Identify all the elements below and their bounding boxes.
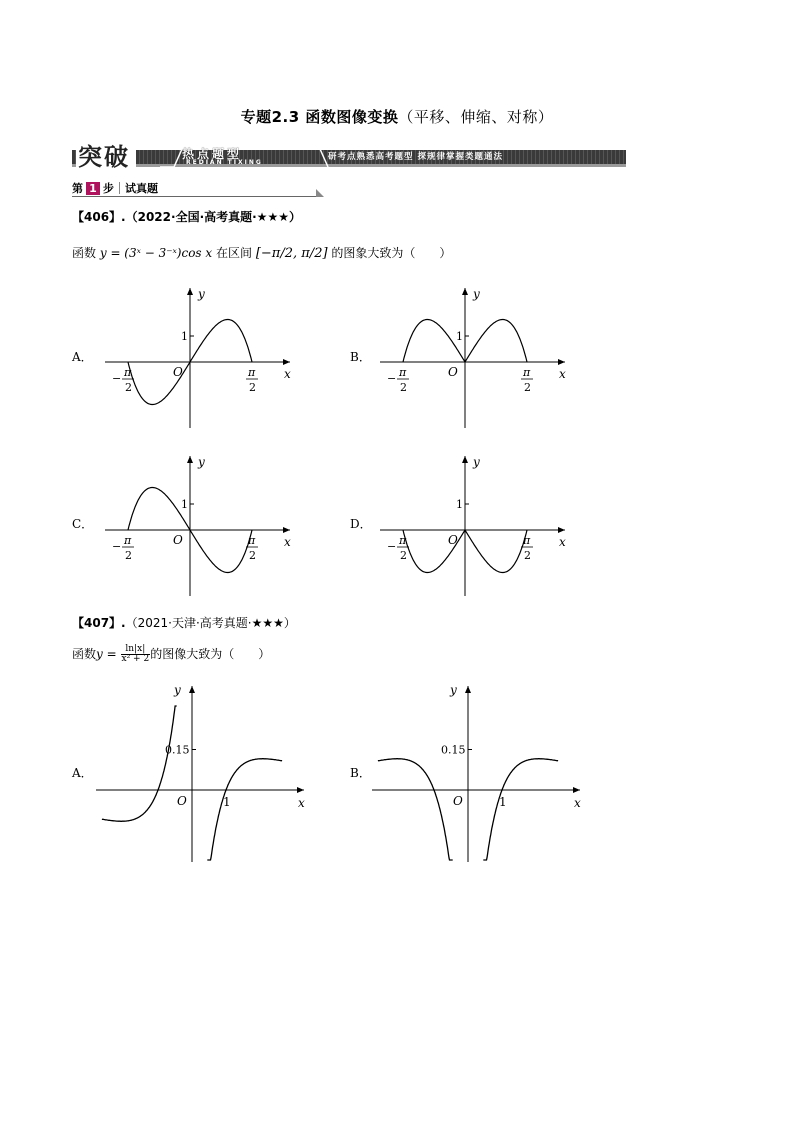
x-axis-label: x	[574, 796, 581, 810]
q407-numerator: ln|x|	[121, 645, 151, 655]
q406-option-d-label[interactable]: D．	[350, 517, 372, 531]
q406-option-c-label[interactable]: C．	[72, 517, 94, 531]
banner-tufa: 突破	[76, 143, 136, 171]
tick-1-label: 1	[456, 498, 463, 511]
origin-label: O	[448, 533, 458, 547]
right-branch-curve	[483, 759, 558, 860]
tick-neg-sign: −	[112, 540, 122, 553]
y-axis-arrow	[187, 456, 193, 463]
q406-interval: [−π/2, π/2]	[255, 246, 328, 261]
question-406-text	[72, 244, 451, 261]
origin-label: O	[448, 365, 458, 379]
x-axis-label: x	[298, 796, 305, 810]
tick-pi-over-2-den: 2	[524, 381, 531, 394]
tick-neg-pi-over-2-num: π	[399, 534, 407, 547]
q407-fraction	[121, 645, 151, 664]
title-sub: （平移、伸缩、对称）	[398, 108, 554, 126]
banner-hot-cn: 热点题型	[182, 147, 243, 161]
origin-label: O	[173, 365, 183, 379]
question-407-text	[72, 645, 270, 664]
banner-bar-light	[72, 164, 626, 167]
x-axis-label: x	[284, 535, 291, 549]
tick-pi-over-2-den: 2	[249, 381, 256, 394]
question-407-head	[72, 614, 296, 631]
banner-slogan: 研考点熟悉高考题型 探规律掌握类题通法	[328, 152, 503, 162]
step-underline	[72, 196, 318, 197]
question-407-number: 【407】.	[72, 616, 126, 630]
section-banner	[72, 145, 626, 173]
q406-option-b-label[interactable]: B．	[350, 350, 371, 364]
origin-label: O	[453, 794, 463, 808]
tick-pi-over-2-num: π	[523, 534, 531, 547]
q406-option-d-graph[interactable]	[370, 448, 580, 603]
tick-1-label: 1	[499, 795, 507, 809]
step-header	[72, 180, 324, 197]
y-axis-arrow	[465, 686, 471, 693]
y-axis-arrow	[187, 288, 193, 295]
q406-option-c-graph[interactable]	[95, 448, 305, 603]
y-axis-arrow	[189, 686, 195, 693]
page-title	[0, 106, 794, 127]
right-branch-curve	[207, 759, 282, 860]
y-axis-label: y	[450, 683, 457, 697]
tick-neg-pi-over-2-num: π	[124, 366, 132, 379]
x-axis-arrow	[558, 527, 565, 533]
step-triangle	[316, 189, 324, 197]
banner-hot-en: REDIAN TIXING	[186, 159, 263, 166]
tick-neg-pi-over-2-num: π	[399, 366, 407, 379]
step-number: 1	[86, 182, 100, 195]
tick-1-label: 1	[456, 330, 463, 343]
y-axis-label: y	[473, 287, 480, 301]
step-separator	[119, 182, 120, 194]
q407-text-post: 的图像大致为（ ）	[150, 647, 271, 661]
tick-pi-over-2-num: π	[248, 366, 256, 379]
q407-option-a-graph[interactable]	[92, 680, 312, 865]
y-axis-label: y	[198, 287, 205, 301]
x-axis-arrow	[558, 359, 565, 365]
tick-1-label: 1	[223, 795, 231, 809]
step-label: 试真题	[125, 182, 158, 195]
tick-neg-pi-over-2-num: π	[124, 534, 132, 547]
question-406-source: （2022·全国·高考真题·★★★）	[125, 210, 301, 224]
y-axis-label: y	[174, 683, 181, 697]
q406-text-pre: 函数	[72, 246, 97, 260]
left-branch-curve	[378, 759, 453, 860]
tick-pi-over-2-num: π	[248, 534, 256, 547]
x-axis-arrow	[283, 359, 290, 365]
question-407-source: （2021·天津·高考真题·★★★）	[125, 616, 296, 630]
tick-1-label: 1	[181, 330, 188, 343]
tick-neg-sign: −	[387, 372, 397, 385]
tick-1-label: 1	[181, 498, 188, 511]
tick-neg-sign: −	[387, 540, 397, 553]
step-prefix: 第	[72, 182, 83, 195]
q407-denominator: x² + 2	[121, 654, 150, 664]
tick-neg-pi-over-2-den: 2	[125, 549, 132, 562]
x-axis-label: x	[559, 367, 566, 381]
tick-neg-sign: −	[112, 372, 122, 385]
tick-0.15-label: 0.15	[165, 743, 190, 757]
y-axis-label: y	[473, 455, 480, 469]
q406-option-b-graph[interactable]	[370, 280, 580, 435]
q407-text-pre: 函数	[72, 647, 97, 661]
left-branch-curve	[102, 706, 177, 821]
q406-option-a-graph[interactable]	[95, 280, 305, 435]
q407-option-b-graph[interactable]	[368, 680, 588, 865]
step-suffix: 步	[103, 182, 114, 195]
x-axis-arrow	[297, 787, 304, 793]
tick-neg-pi-over-2-den: 2	[400, 381, 407, 394]
q406-formula: y = (3ˣ − 3⁻ˣ)cos x	[99, 246, 213, 260]
x-axis-arrow	[573, 787, 580, 793]
q406-text-post: 的图象大致为（ ）	[331, 246, 452, 260]
question-406-number: 【406】.	[72, 210, 126, 224]
banner-hot-label	[160, 145, 330, 171]
tick-0.15-label: 0.15	[441, 743, 466, 757]
tick-pi-over-2-den: 2	[249, 549, 256, 562]
tick-neg-pi-over-2-den: 2	[125, 381, 132, 394]
y-axis-arrow	[462, 288, 468, 295]
q407-option-b-label[interactable]: B．	[350, 766, 371, 780]
tick-pi-over-2-num: π	[523, 366, 531, 379]
question-406-head	[72, 208, 301, 225]
x-axis-arrow	[283, 527, 290, 533]
tick-pi-over-2-den: 2	[524, 549, 531, 562]
y-axis-label: y	[198, 455, 205, 469]
q406-option-a-label[interactable]: A．	[72, 350, 93, 364]
origin-label: O	[173, 533, 183, 547]
x-axis-label: x	[284, 367, 291, 381]
q407-option-a-label[interactable]: A．	[72, 766, 93, 780]
tick-neg-pi-over-2-den: 2	[400, 549, 407, 562]
y-axis-arrow	[462, 456, 468, 463]
origin-label: O	[177, 794, 187, 808]
q407-y-eq: y =	[96, 647, 117, 661]
x-axis-label: x	[559, 535, 566, 549]
title-main: 专题2.3 函数图像变换	[240, 108, 399, 126]
q406-text-mid: 在区间	[216, 246, 253, 260]
